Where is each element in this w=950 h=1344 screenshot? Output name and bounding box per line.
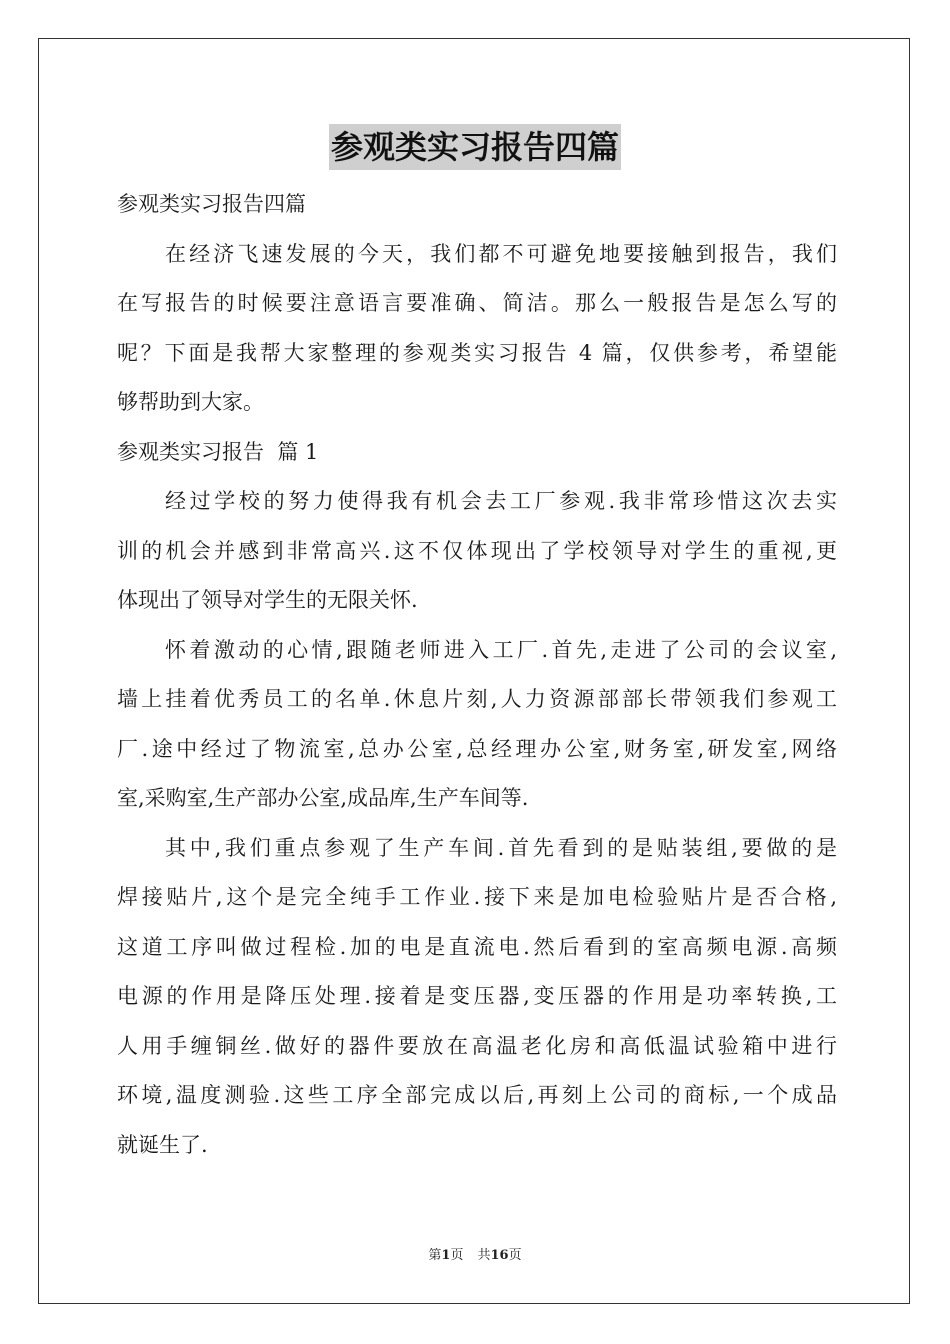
paragraph-line: 电源的作用是降压处理.接着是变压器,变压器的作用是功率转换,工 [117,984,837,1008]
footer-total-pages: 16 [490,1248,509,1263]
paragraph-2 [117,626,837,824]
paragraph-line: 呢？下面是我帮大家整理的参观类实习报告 4 篇，仅供参考，希望能 [117,340,837,365]
paragraph-line: 体现出了领导对学生的无限关怀. [117,588,418,612]
paragraph-line: 在经济飞速发展的今天，我们都不可避免地要接触到报告，我们 [165,241,837,266]
title-container [0,124,950,170]
paragraph-line: 墙上挂着优秀员工的名单.休息片刻,人力资源部部长带领我们参观工 [117,687,837,711]
paragraph-line: 够帮助到大家。 [117,390,264,414]
paragraph-line: 经过学校的努力使得我有机会去工厂参观.我非常珍惜这次去实 [165,489,837,513]
intro-paragraph [117,230,837,428]
document-subtitle: 参观类实习报告四篇 [117,192,306,216]
footer-page-suffix: 页 [450,1248,464,1263]
paragraph-line: 其中,我们重点参观了生产车间.首先看到的是贴装组,要做的是 [165,835,837,860]
document-body [117,180,837,1170]
paragraph-line: 这道工序叫做过程检.加的电是直流电.然后看到的室高频电源.高频 [117,934,837,959]
page-footer [0,1247,950,1265]
section-heading: 参观类实习报告 篇 1 [117,439,319,464]
paragraph-line: 就诞生了. [117,1132,208,1157]
paragraph-line: 人用手缠铜丝.做好的器件要放在高温老化房和高低温试验箱中进行 [117,1033,837,1058]
paragraph-line: 室,采购室,生产部办公室,成品库,生产车间等. [117,786,529,810]
footer-page-prefix: 第 [428,1248,442,1263]
document-title: 参观类实习报告四篇 [329,124,621,170]
paragraph-line: 焊接贴片,这个是完全纯手工作业.接下来是加电检验贴片是否合格, [117,885,837,909]
footer-total-suffix: 页 [508,1248,522,1263]
paragraph-line: 怀着激动的心情,跟随老师进入工厂.首先,走进了公司的会议室, [165,637,837,662]
paragraph-1 [117,477,837,626]
paragraph-3 [117,824,837,1171]
paragraph-line: 在写报告的时候要注意语言要准确、简洁。那么一般报告是怎么写的 [117,291,837,315]
footer-total-prefix: 共 [477,1248,491,1263]
footer-page-number: 1 [441,1248,451,1263]
paragraph-line: 厂.途中经过了物流室,总办公室,总经理办公室,财务室,研发室,网络 [117,736,837,761]
paragraph-line: 训的机会并感到非常高兴.这不仅体现出了学校领导对学生的重视,更 [117,538,837,563]
paragraph-line: 环境,温度测验.这些工序全部完成以后,再刻上公司的商标,一个成品 [117,1083,837,1107]
